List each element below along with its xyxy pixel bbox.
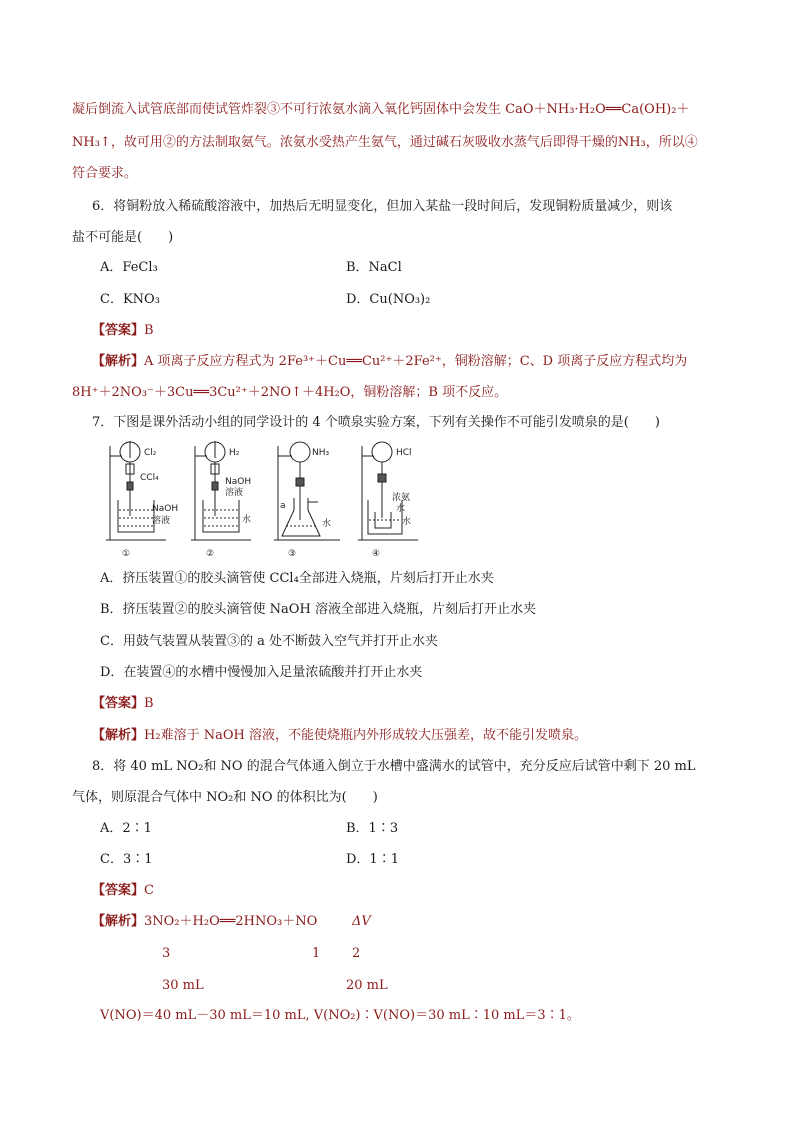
q7-option-a: A．挤压装置①的胶头滴管使 CCl₄全部进入烧瓶，片刻后打开止水夹 — [100, 571, 494, 586]
liquid-1-label: NaOH — [152, 504, 179, 514]
intro-line-1: 凝后倒流入试管底部而使试管炸裂③不可行浓氨水滴入氧化钙固体中会发生 CaO＋NH₃·H₂O══Ca(OH)₂＋ — [72, 102, 690, 117]
q8-volume-30: 30 mL — [162, 978, 204, 993]
dropper-2-label: NaOH — [225, 477, 252, 487]
fountain-apparatus-figure — [96, 438, 468, 562]
q8-answer-value: C — [144, 883, 154, 898]
liquid-2-label: 水 — [242, 515, 252, 525]
liquid-4-label: 浓氨 — [392, 493, 411, 503]
q7-option-d: D．在装置④的水槽中慢慢加入足量浓硫酸并打开止水夹 — [100, 665, 423, 680]
q6-option-c: C．KNO₃ — [100, 292, 160, 307]
q7-analysis — [92, 726, 587, 746]
intro-line-2: NH₃↑，故可用②的方法制取氨气。浓氨水受热产生氨气，通过碱石灰吸收水蒸气后即得干燥的NH₃，所以④ — [72, 135, 698, 150]
q7-answer-value: B — [144, 696, 154, 711]
liquid-3-label: 水 — [322, 519, 332, 529]
gas-3-label: NH₃ — [312, 448, 330, 458]
q6-stem-line-1: 6．将铜粉放入稀硫酸溶液中，加热后无明显变化，但加入某盐一段时间后，发现铜粉质量减少，则该 — [92, 199, 673, 214]
q6-option-b: B．NaCl — [346, 260, 402, 275]
apparatus-2-number: ② — [206, 549, 215, 559]
q6-option-d: D．Cu(NO₃)₂ — [346, 292, 431, 307]
apparatus-4-number: ④ — [372, 549, 381, 559]
dropper-1-label: CCl₄ — [140, 473, 159, 483]
q7-answer — [92, 694, 154, 714]
q8-answer-label: 【答案】 — [92, 883, 145, 898]
q7-stem: 7．下图是课外活动小组的同学设计的 4 个喷泉实验方案，下列有关操作不可能引发喷泉的是( ) — [92, 415, 660, 430]
gas-4-label: HCl — [396, 448, 412, 458]
liquid-4-label-b: 水 — [396, 504, 406, 514]
q8-answer — [92, 881, 154, 901]
q8-equation: 3NO₂＋H₂O══2HNO₃＋NO — [144, 914, 318, 929]
q8-option-d: D．1∶1 — [346, 852, 399, 867]
q6-analysis-text-1: A 项离子反应方程式为 2Fe³⁺＋Cu══Cu²⁺＋2Fe²⁺，铜粉溶解；C、D 项离子反应方程式均为 — [144, 354, 688, 369]
q7-analysis-text: H₂难溶于 NaOH 溶液，不能使烧瓶内外形成较大压强差，故不能引发喷泉。 — [144, 728, 587, 743]
q6-option-a: A．FeCl₃ — [100, 260, 158, 275]
q8-stem-line-1: 8．将 40 mL NO₂和 NO 的混合气体通入倒立于水槽中盛满水的试管中，充分反应后试管中剩下 20 mL — [92, 759, 696, 774]
q6-analysis-line-2: 8H⁺＋2NO₃⁻＋3Cu══3Cu²⁺＋2NO↑＋4H₂O，铜粉溶解；B 项不反应。 — [72, 385, 508, 400]
q8-ratio-3: 3 — [162, 946, 171, 961]
q8-ratio-2: 2 — [352, 946, 361, 961]
q6-answer — [92, 321, 154, 341]
q6-answer-value: B — [144, 323, 154, 338]
q8-stem-line-2: 气体，则原混合气体中 NO₂和 NO 的体积比为( ) — [72, 790, 378, 805]
q8-ratio-1: 1 — [312, 946, 321, 961]
q8-option-a: A．2∶1 — [100, 821, 152, 836]
dropper-2-label-b: 溶液 — [225, 488, 244, 498]
point-a-label: a — [280, 501, 286, 511]
q8-analysis-equation-line — [92, 912, 317, 932]
q6-answer-label: 【答案】 — [92, 323, 145, 338]
q8-analysis-label: 【解析】 — [92, 914, 145, 929]
q6-analysis-line-1 — [92, 352, 687, 372]
intro-line-3: 符合要求。 — [72, 166, 138, 181]
q6-analysis-label: 【解析】 — [92, 354, 145, 369]
q7-answer-label: 【答案】 — [92, 696, 145, 711]
apparatus-3-number: ③ — [288, 549, 297, 559]
q7-option-c: C．用鼓气装置从装置③的 a 处不断鼓入空气并打开止水夹 — [100, 634, 438, 649]
liquid-4-label-c: 水 — [402, 517, 412, 527]
q8-option-b: B．1∶3 — [346, 821, 399, 836]
gas-2-label: H₂ — [229, 448, 240, 458]
gas-1-label: Cl₂ — [144, 448, 157, 458]
q8-delta-v: ΔV — [352, 914, 371, 929]
q7-analysis-label: 【解析】 — [92, 728, 145, 743]
q6-stem-line-2: 盐不可能是( ) — [72, 230, 174, 245]
apparatus-1-number: ① — [122, 549, 131, 559]
q8-option-c: C．3∶1 — [100, 852, 153, 867]
q8-volume-20: 20 mL — [346, 978, 388, 993]
liquid-1-label-b: 溶液 — [152, 516, 171, 526]
q8-final-calculation: V(NO)＝40 mL－30 mL＝10 mL, V(NO₂)∶V(NO)＝30 mL∶10 mL＝3∶1。 — [100, 1008, 580, 1023]
q7-option-b: B．挤压装置②的胶头滴管使 NaOH 溶液全部进入烧瓶，片刻后打开止水夹 — [100, 602, 536, 617]
